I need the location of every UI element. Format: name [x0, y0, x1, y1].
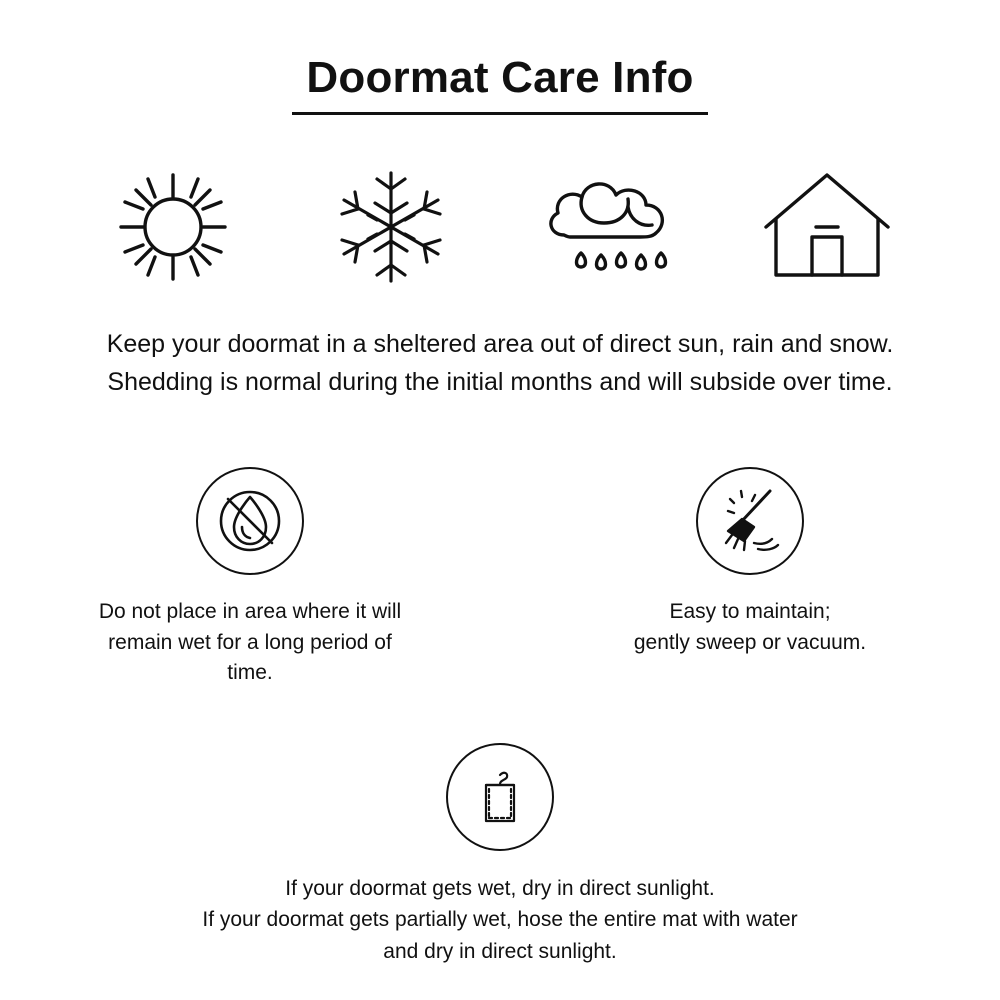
- page-title-container: [0, 0, 1000, 115]
- tip-drying-text: [0, 873, 1000, 968]
- tip-line: Easy to maintain;: [669, 600, 831, 624]
- hanging-mat-icon: [446, 743, 554, 851]
- tip-line: and dry in direct sunlight.: [383, 939, 617, 963]
- tip-no-water: [85, 467, 415, 688]
- rain-cloud-icon: [534, 157, 684, 297]
- tip-line: Do not place in area where it will: [98, 600, 402, 624]
- no-water-icon: [196, 467, 304, 575]
- tip-sweep: [585, 467, 915, 658]
- weather-icon-row: [0, 157, 1000, 297]
- tip-line: If your doormat gets wet, dry in direct sunlight.: [285, 876, 715, 900]
- tip-line: If your doormat gets partially wet, hose the entire mat with water: [202, 908, 798, 932]
- tip-sweep-text: [585, 597, 915, 658]
- intro-paragraph: [0, 325, 1000, 401]
- intro-line: Shedding is normal during the initial months and will subside over time.: [107, 368, 893, 397]
- intro-line: Keep your doormat in a sheltered area out of direct sun, rain and snow.: [106, 330, 894, 359]
- tips-row: [0, 467, 1000, 688]
- sun-icon: [98, 157, 248, 297]
- broom-sweep-icon: [696, 467, 804, 575]
- tip-drying: [0, 743, 1000, 968]
- tip-line: gently sweep or vacuum.: [633, 630, 867, 654]
- snowflake-icon: [316, 157, 466, 297]
- page-title: Doormat Care Info: [292, 54, 707, 115]
- tip-no-water-text: [85, 597, 415, 688]
- house-icon: [752, 157, 902, 297]
- tip-line: remain wet for a long period of time.: [108, 630, 392, 685]
